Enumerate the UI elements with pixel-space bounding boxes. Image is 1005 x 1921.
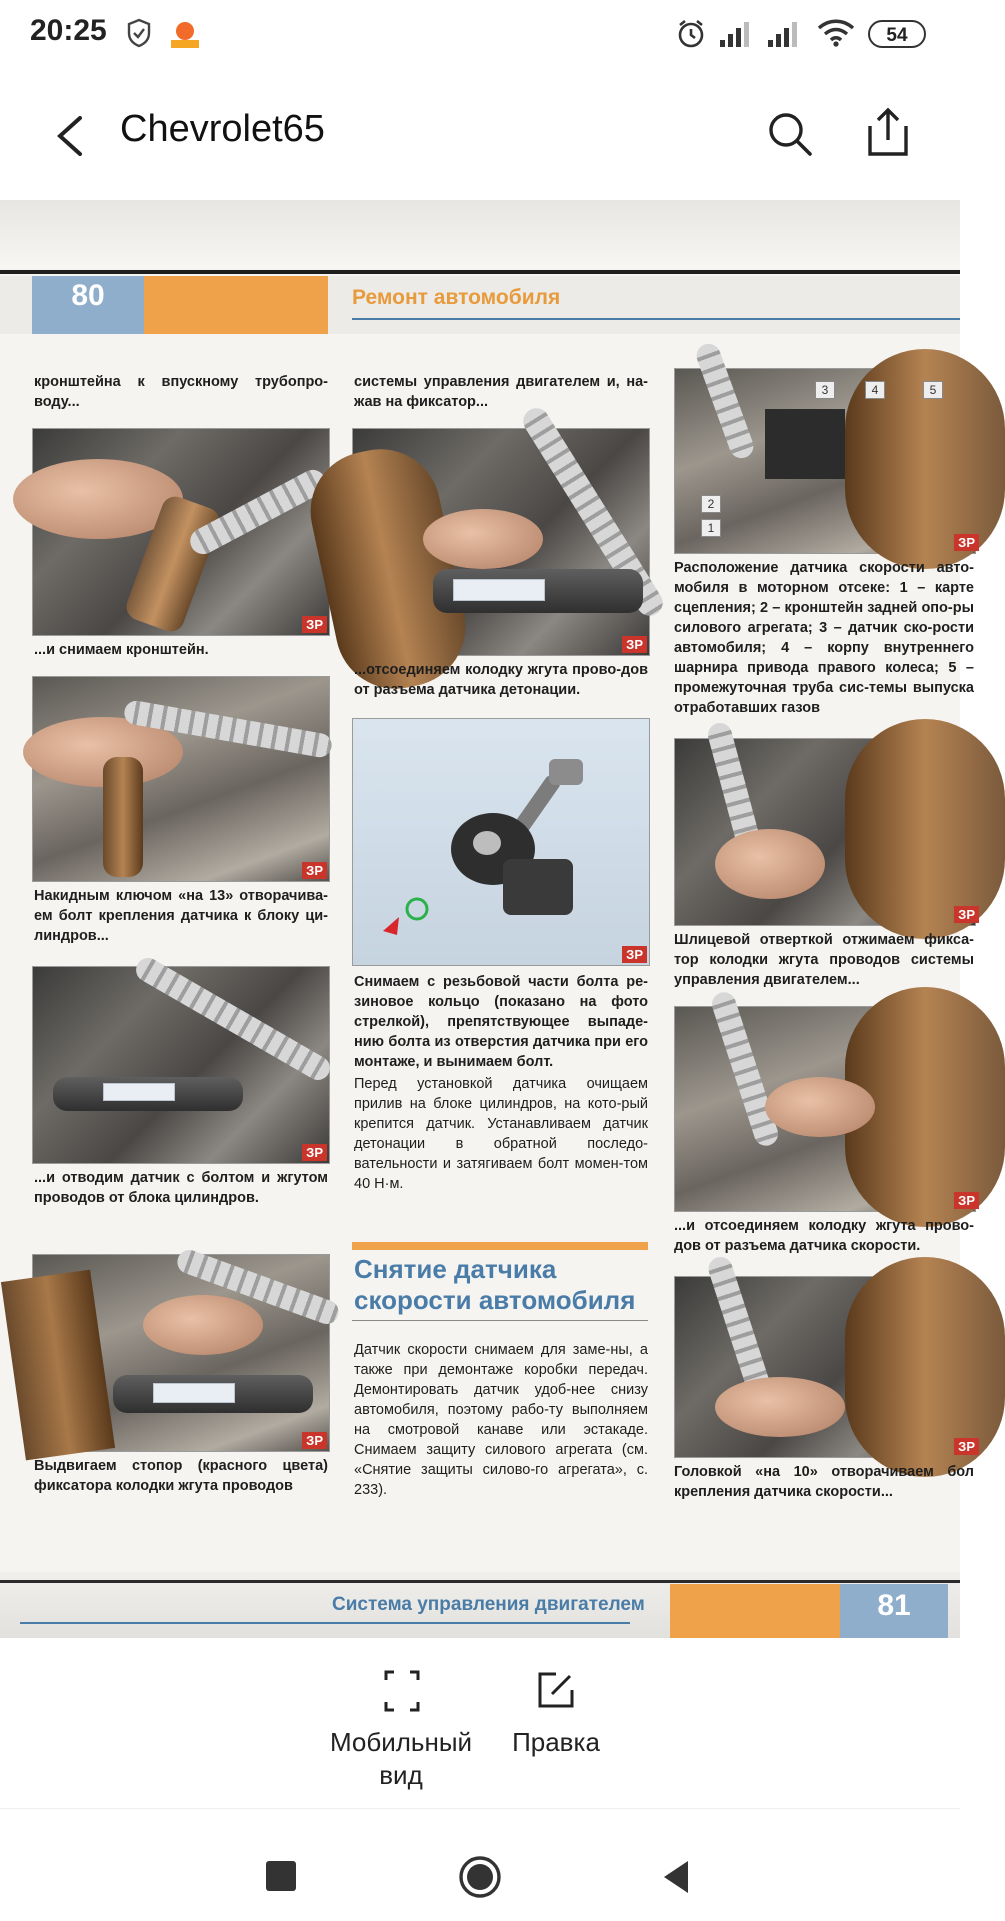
photo-latch [32, 1254, 330, 1452]
photo-badge: ЗР [954, 1438, 979, 1455]
photo-bracket [32, 428, 330, 636]
heading-rule [352, 1320, 648, 1321]
photo-badge: ЗР [954, 534, 979, 551]
page-header [0, 276, 960, 334]
wifi-icon [816, 18, 856, 48]
col3-caption-1: Расположение датчика скорости авто-мобиля в моторном отсеке: 1 – карте сцепления; 2 – кронштейн задней опо-ры силового агрегата; 3 – датчик ско-рости автомобиля; 4 – корпу внутреннего шарнира привода правого колеса; 5 – промежуточная труба сис-темы выпуска отработавших газов [674, 560, 974, 716]
callout-2: 2 [701, 495, 721, 513]
alarm-icon [676, 18, 706, 50]
col3-caption-4: Головкой «на 10» отворачиваем бол крепления датчика скорости... [674, 1464, 974, 1500]
col1-caption-2: Накидным ключом «на 13» отворачива-ем болт крепления датчика к блоку ци-линдров... [34, 888, 328, 944]
callout-5: 5 [923, 381, 943, 399]
search-icon[interactable] [766, 110, 814, 158]
col2-caption-1: ...отсоединяем колодку жгута прово-дов от разъема датчика детонации. [354, 662, 648, 698]
scanned-document-page[interactable] [0, 200, 975, 1638]
col3-caption-3: ...и отсоединяем колодку жгута прово-дов от разъема датчика скорости. [674, 1218, 974, 1254]
section-title: Ремонт автомобиля [352, 286, 561, 309]
section-heading-line1: Снятие датчика [354, 1254, 557, 1284]
photo-disconnect-speed [674, 1006, 976, 1212]
page-number: 80 [71, 279, 105, 312]
photo-speed-sensor-location [674, 368, 976, 554]
orange-header-block [144, 276, 328, 334]
system-navigation-bar [0, 1808, 960, 1921]
photo-connector-knock [352, 428, 650, 656]
col2-intro-text: системы управления двигателем и, на-жав на фиксатор... [354, 374, 648, 410]
recents-square-icon[interactable] [266, 1861, 296, 1891]
page-top-rule [0, 270, 960, 274]
battery-indicator: 54 [868, 20, 926, 48]
photo-sensor-removed [32, 966, 330, 1164]
col1-caption-1: ...и снимаем кронштейн. [34, 642, 209, 658]
callout-3: 3 [815, 381, 835, 399]
col1-caption-3: ...и отводим датчик с болтом и жгутом проводов от блока цилиндров. [34, 1170, 328, 1206]
photo-badge: ЗР [302, 1144, 327, 1161]
col2-caption-2-bold: Снимаем с резьбовой части болта ре-зиновое кольцо (показано на фото стрелкой), препятствующее выпаде-нию болта из отверстия датчика при его монтаже, и вынимаем болт. [354, 974, 648, 1070]
status-bar [0, 0, 960, 70]
footer-section-title: Система управления двигателем [332, 1594, 645, 1615]
page-number-box [32, 276, 144, 334]
mobile-view-button[interactable] [326, 1670, 476, 1800]
photo-wrench [32, 676, 330, 882]
photo-socket-10 [674, 1276, 976, 1458]
photo-badge: ЗР [954, 906, 979, 923]
photo-badge: ЗР [302, 862, 327, 879]
col2-body-text: Датчик скорости снимаем для заме-ны, а также при демонтаже коробки передач. Демонтировать датчик удоб-нее снизу автомобиля, поэтому рабо-ту выполняем на смотровой канаве или эстакаде. Снимаем защиту силового агрегата (см. «Снятие защиты силово-го агрегата», с. 233). [354, 1342, 648, 1498]
heading-orange-bar [352, 1242, 648, 1250]
bottom-action-bar [0, 1640, 960, 1805]
back-arrow-icon[interactable] [52, 114, 88, 158]
share-icon[interactable] [866, 106, 910, 158]
footer-orange-block [670, 1584, 840, 1638]
photo-badge: ЗР [622, 636, 647, 653]
edit-button[interactable] [500, 1670, 612, 1770]
col1-caption-4: Выдвигаем стопор (красного цвета) фиксатора колодки жгута проводов [34, 1458, 328, 1494]
edit-icon [536, 1670, 576, 1710]
page-edge-top [0, 200, 960, 268]
signal-icon-1 [718, 20, 754, 48]
document-title: Chevrolet65 [120, 108, 325, 150]
photo-badge: ЗР [954, 1192, 979, 1209]
knock-sensor-illustration [353, 719, 649, 965]
app-bar [0, 70, 960, 200]
callout-1: 1 [701, 519, 721, 537]
mobile-view-icon [384, 1670, 420, 1712]
col1-intro-text: кронштейна к впускному трубопро-воду... [34, 374, 328, 410]
callout-4: 4 [865, 381, 885, 399]
page-footer [0, 1572, 960, 1638]
header-rule [352, 318, 960, 320]
col2-caption-2-text: Перед установкой датчика очищаем прилив на блоке цилиндров, на кото-рый крепится датчик. Устанавливаем датчик детонации в обратной последо-вательности и затягиваем болт момен-том 40 Н·м. [354, 1076, 648, 1192]
col3-caption-2: Шлицевой отверткой отжимаем фикса-тор колодки жгута проводов системы управления двигателем... [674, 932, 974, 988]
photo-badge: ЗР [302, 616, 327, 633]
photo-knock-sensor-bolt [352, 718, 650, 966]
photo-screwdriver [674, 738, 976, 926]
shield-icon [126, 18, 152, 48]
footer-page-number-box [840, 1584, 948, 1638]
edit-label: Правка [512, 1727, 600, 1757]
footer-page-number: 81 [877, 1589, 911, 1622]
section-heading-line2: скорости автомобиля [354, 1285, 636, 1315]
home-circle-icon[interactable] [458, 1855, 502, 1899]
signal-icon-2 [766, 20, 802, 48]
status-time: 20:25 [30, 14, 107, 47]
back-triangle-icon[interactable] [660, 1859, 692, 1895]
photo-badge: ЗР [622, 946, 647, 963]
mobile-view-label: Мобильный вид [329, 1727, 473, 1790]
photo-badge: ЗР [302, 1432, 327, 1449]
section-heading [354, 1254, 635, 1316]
app-notification-icon [168, 18, 202, 50]
